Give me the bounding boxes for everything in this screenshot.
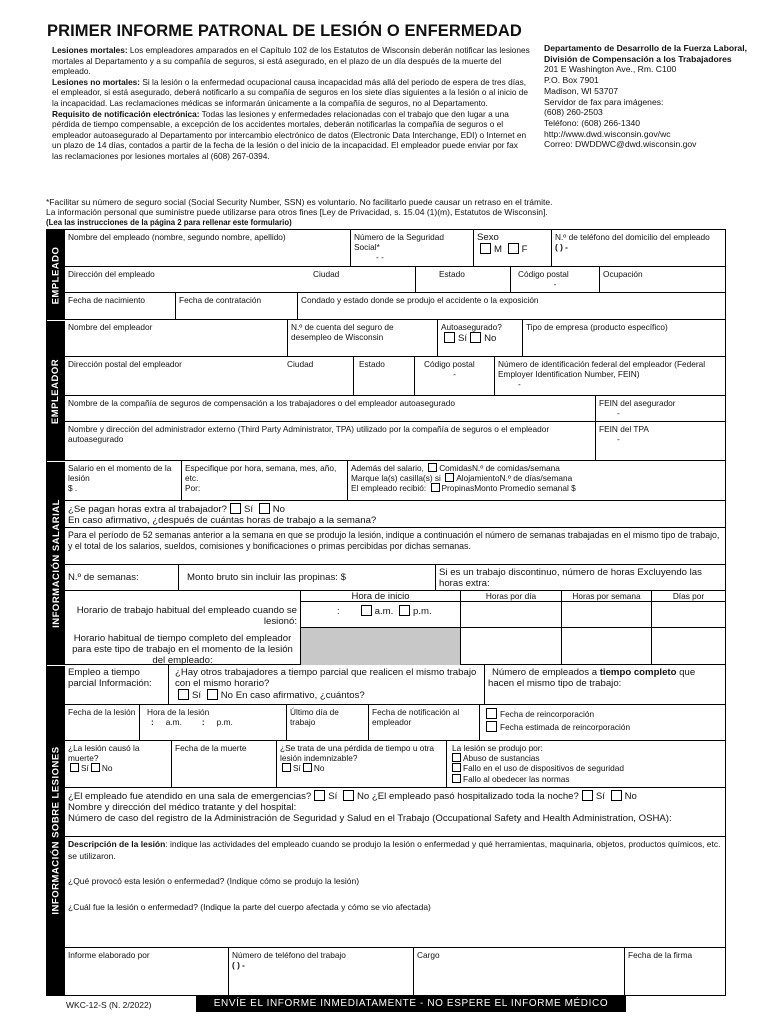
dept-address-3: Madison, WI 53707	[544, 85, 619, 96]
overtime-no-checkbox[interactable]	[259, 503, 270, 514]
section-lesiones: INFORMACIÓN SOBRE LESIONES	[47, 665, 65, 995]
section-salarial: INFORMACIÓN SALARIAL	[47, 461, 65, 665]
dept-phone: Teléfono: (608) 266-1340	[544, 117, 641, 128]
lost-time-yes-checkbox[interactable]	[282, 763, 291, 772]
birth-date-field[interactable]: Fecha de nacimiento	[65, 293, 176, 319]
intro-text	[52, 45, 530, 162]
self-insured-field: Autoasegurado? Sí No	[438, 320, 523, 356]
business-type-field[interactable]: Tipo de empresa (producto específico)	[526, 322, 668, 332]
electronic-text: Todas las lesiones y enfermedades relacionadas con el trabajo que den lugar a una pérdida de tiempo compensable, a excepción de los accidentes mortales, deberán notificarlas la compañía de seguros o el empleador autoasegurado al Departamento por intercambio electrónico de datos (Electronic Data Interchange, EDI) o Internet en un plazo de 14 días, contados a partir de la fecha de la lesión o del inicio de la incapacidad. El empleador puede enviar por fax las reclamaciones por lesiones mortales al (608) 267-0394.	[52, 108, 527, 161]
cause-question: ¿Qué provocó esta lesión o enfermedad? (Indique cómo se produjo la lesión)	[68, 876, 360, 886]
description-instructions: Descripción de la lesión: indique las actividades del empleado cuando se produjo la lesión o enfermedad y qué herramientas, maquinaria, objetos, productos químicos, etc. se utilizaron.	[68, 839, 721, 861]
physician-field[interactable]: Nombre y dirección del médico tratante y del hospital:	[68, 802, 297, 813]
rules-checkbox[interactable]	[452, 774, 461, 783]
start-am-checkbox[interactable]	[361, 605, 372, 616]
death-field: ¿La lesión causó la muerte? Sí No	[65, 741, 172, 787]
start-pm-checkbox[interactable]	[399, 605, 410, 616]
wage-extras: Además del salario, ComidasN.º de comidas/semana Marque la(s) casilla(s) si AlojamientoN.º de días/semana El empleado recibió: PropinasMonto Promedio semanal $	[351, 463, 576, 494]
injury-row-4	[65, 788, 725, 837]
full-time-employees-field[interactable]: Número de empleados a tiempo completo que hacen el mismo tipo de trabajo:	[488, 667, 696, 690]
employee-row-2	[65, 267, 725, 293]
usual-schedule-label: Horario de trabajo habitual del empleado cuando se lesionó:	[76, 605, 297, 628]
notification-date-field[interactable]: Fecha de notificación al empleador	[369, 705, 480, 740]
hospital-yes-checkbox[interactable]	[582, 790, 593, 801]
dept-web[interactable]: http://www.dwd.wisconsin.gov/wc	[544, 128, 671, 139]
lodging-checkbox[interactable]	[445, 473, 454, 482]
employer-row-3	[65, 396, 725, 422]
schedule-table	[65, 591, 725, 665]
sex-f-checkbox[interactable]	[508, 243, 519, 254]
self-insured-no-checkbox[interactable]	[470, 332, 481, 343]
wage-field[interactable]: Salario en el momento de la lesión $ .	[65, 461, 182, 500]
employer-name-field[interactable]: Nombre del empleador	[65, 320, 288, 356]
er-no-checkbox[interactable]	[343, 790, 354, 801]
injury-description[interactable]	[65, 837, 725, 948]
injury-question: ¿Cuál fue la lesión o enfermedad? (Indique la parte del cuerpo afectada y cómo se vio afectada)	[68, 901, 431, 912]
lost-time-no-checkbox[interactable]	[303, 763, 312, 772]
employer-state-field[interactable]: Estado	[354, 357, 415, 395]
injury-time-field[interactable]: Hora de la lesión : a.m. : p.m.	[140, 705, 287, 740]
death-no-checkbox[interactable]	[91, 763, 100, 772]
work-phone-field[interactable]: Número de teléfono del trabajo ( ) -	[229, 948, 414, 995]
lost-time-field: ¿Se trata de una pérdida de tiempo u otra lesión indemnizable? Sí No	[277, 741, 447, 787]
hours-per-week-col[interactable]: Horas por semana	[562, 591, 652, 665]
ssn-field[interactable]: Número de la Seguridad Social* - -	[351, 230, 474, 266]
insurer-name-field[interactable]: Nombre de la compañía de seguros de compensación a los trabajadores o del empleador autoasegurado	[65, 396, 596, 421]
sex-field: Sexo M F	[474, 230, 552, 266]
weeks-field[interactable]: N.º de semanas:	[65, 565, 179, 590]
substance-abuse-checkbox[interactable]	[452, 753, 461, 762]
employee-row-1	[65, 230, 725, 267]
wage-period-field[interactable]: Especifique por hora, semana, mes, año, etc. Por:	[182, 461, 348, 500]
er-yes-checkbox[interactable]	[314, 790, 325, 801]
full-time-schedule-label: Horario habitual de tiempo completo del empleador para este tipo de trabajo en el momento de la lesión del empleado:	[72, 633, 293, 664]
dept-fax: (608) 260-2503	[544, 107, 603, 118]
department-info	[544, 43, 756, 150]
last-work-day-field[interactable]: Último día de trabajo	[287, 705, 369, 740]
osha-field[interactable]: Número de caso del registro de la Administración de Seguridad y Salud en el Trabajo (Occupational Safety and Health Administration, OSHA):	[68, 813, 672, 824]
fatal-label: Lesiones mortales:	[52, 45, 128, 55]
employee-row-3	[65, 293, 725, 320]
section-empleado: EMPLEADO	[47, 230, 65, 320]
prepared-by-field[interactable]: Informe elaborado por	[65, 948, 229, 995]
ui-account-field[interactable]: N.º de cuenta del seguro de desempleo de Wisconsin	[288, 320, 438, 356]
employee-address-field[interactable]: Dirección del empleado Ciudad	[65, 267, 416, 292]
electronic-label: Requisito de notificación electrónica:	[52, 108, 200, 119]
injury-row-1	[65, 665, 725, 705]
hours-per-day-col[interactable]: Horas por día	[461, 591, 562, 665]
cause-field: La lesión se produjo por: Abuso de sustancias Fallo en el uso de dispositivos de seguridad Fallo al obedecer las normas	[452, 743, 624, 784]
dept-address-2: P.O. Box 7901	[544, 75, 599, 86]
gross-amount-field[interactable]: Monto bruto sin incluir las propinas: $	[179, 565, 436, 590]
employee-zip-field[interactable]: Código postal -	[511, 267, 600, 292]
wage-row-4	[65, 565, 725, 591]
employee-state-field[interactable]: Estado	[416, 267, 511, 292]
others-yes-checkbox[interactable]	[178, 689, 189, 700]
note-privacy: La información personal que suministre puede utilizarse para otros fines [Ley de Privacidad, s. 15.04 (1)(m), Estatutos de Wisconsin].	[46, 207, 548, 218]
overtime-field: ¿Se pagan horas extra al trabajador? Sí No En caso afirmativo, ¿después de cuántas horas de trabajo a la semana?	[68, 504, 377, 527]
schedule-labels	[65, 591, 301, 664]
signature-row	[65, 948, 725, 995]
note-instructions: (Lea las instrucciones de la página 2 para rellenar este formulario)	[46, 217, 292, 227]
injury-row-2	[65, 705, 725, 741]
dept-fax-label: Servidor de fax para imágenes:	[544, 96, 664, 107]
employer-zip-field[interactable]: Código postal -	[415, 357, 495, 395]
tips-checkbox[interactable]	[431, 483, 440, 492]
wage-row-2	[65, 501, 725, 528]
part-time-others-field: ¿Hay otros trabajadores a tiempo parcial que realicen el mismo trabajo con el mismo horario? Sí No En caso afirmativo, ¿cuántos?	[169, 665, 485, 704]
discontinuous-field[interactable]: Si es un trabajo discontinuo, número de horas Excluyendo las horas extra:	[439, 567, 702, 590]
nonfatal-text: Si la lesión o la enfermedad ocupacional causa incapacidad más allá del periodo de espera de tres días, el empleador, si está asegurado, deberá notificarlo a su compañía de seguros en los siete días siguientes a la lesión o al inicio de la incapacidad. Las reclamaciones médicas se informarán únicamente a la compañía de seguros, no al Departamento.	[52, 76, 528, 108]
report-form	[46, 229, 726, 996]
self-insured-yes-checkbox[interactable]	[444, 332, 455, 343]
insurer-fein-field[interactable]: FEIN del asegurador -	[599, 398, 676, 419]
employer-row-1	[65, 320, 725, 357]
submit-banner: ENVÍE EL INFORME INMEDIATAMENTE - NO ESPERE EL INFORME MÉDICO	[196, 996, 626, 1012]
injury-row-3	[65, 741, 725, 788]
safety-device-checkbox[interactable]	[452, 763, 461, 772]
wage-row-1	[65, 461, 725, 501]
page-title: PRIMER INFORME PATRONAL DE LESIÓN O ENFERMEDAD	[47, 22, 522, 40]
shaded-cell	[301, 628, 461, 665]
section-empleador: EMPLEADOR	[47, 320, 65, 461]
nonfatal-label: Lesiones no mortales:	[52, 76, 141, 87]
dept-name: Departamento de Desarrollo de la Fuerza Laboral, División de Compensación a los Trabajadores	[544, 43, 747, 64]
title-field[interactable]: Cargo	[414, 948, 625, 995]
form-id: WKC-12-S (N. 2/2022)	[66, 1000, 152, 1010]
hire-date-field[interactable]: Fecha de contratación	[176, 293, 298, 319]
fein-field[interactable]: Número de identificación federal del empleador (Federal Employer Identification Number, FEIN) -	[498, 359, 706, 390]
accident-county-field[interactable]: Condado y estado donde se produjo el accidente o la exposición	[301, 295, 539, 305]
employee-occupation-field[interactable]: Ocupación	[603, 269, 643, 279]
wage-row-3	[65, 528, 725, 565]
return-date-checkbox[interactable]	[486, 708, 497, 719]
employer-row-2	[65, 357, 725, 396]
employee-phone-field[interactable]: N.º de teléfono del domicilio del empleado ( ) -	[555, 232, 710, 253]
death-yes-checkbox[interactable]	[70, 763, 79, 772]
days-per-col[interactable]: Días por	[652, 591, 725, 665]
estimated-return-checkbox[interactable]	[486, 721, 497, 732]
prior-period-text: Para el período de 52 semanas anterior a la semana en que se produjo la lesión, indique a continuación el número de semanas trabajadas en el mismo tipo de trabajo, y el total de los salarios, sueldos, comisiones y bonificaciones o primas percibidas por dichas semanas.	[68, 530, 720, 551]
privacy-note	[46, 197, 746, 228]
employee-name-field[interactable]: Nombre del empleado (nombre, segundo nombre, apellido)	[65, 230, 351, 266]
death-date-field[interactable]: Fecha de la muerte	[172, 741, 277, 787]
injury-date-field[interactable]: Fecha de la lesión	[65, 705, 140, 740]
tpa-field[interactable]: Nombre y dirección del administrador externo (Third Party Administrator, TPA) utilizado por la compañía de seguros o el empleador autoasegurado	[65, 422, 596, 460]
others-no-checkbox[interactable]	[207, 689, 218, 700]
medical-info: ¿El empleado fue atendido en una sala de emergencias? Sí No ¿El empleado pasó hospitalizado toda la noche? Sí No Nombre y dirección del médico tratante y del hospital: Número de caso del registro de la Administración de Seguridad y Salud en el Trabajo (Occupational Safety and Health Administration, OSHA):	[65, 788, 725, 836]
start-time-header: Hora de inicio	[301, 591, 461, 602]
start-time-field[interactable]: : a.m. p.m.	[301, 602, 461, 628]
hospital-no-checkbox[interactable]	[611, 790, 622, 801]
employer-row-4	[65, 422, 725, 461]
signature-date-field[interactable]: Fecha de la firma	[628, 950, 693, 960]
employer-address-field[interactable]: Dirección postal del empleador Ciudad	[65, 357, 354, 395]
return-dates: Fecha de reincorporación Fecha estimada de reincorporación	[480, 705, 725, 740]
dept-address-1: 201 E Washington Ave., Rm. C100	[544, 64, 677, 75]
sex-m-checkbox[interactable]	[480, 243, 491, 254]
tpa-fein-field[interactable]: FEIN del TPA -	[599, 424, 649, 445]
dept-email[interactable]: Correo: DWDDWC@dwd.wisconsin.gov	[544, 139, 697, 150]
overtime-yes-checkbox[interactable]	[230, 503, 241, 514]
fatal-text: Los empleadores amparados en el Capítulo 102 de los Estatutos de Wisconsin deberán notificar las lesiones mortales al Departamento y a su compañía de seguros, si está asegurado, en el plazo de un día después de la muerte del empleado.	[52, 45, 530, 77]
meals-checkbox[interactable]	[428, 463, 437, 472]
note-ssn: *Facilitar su número de seguro social (Social Security Number, SSN) es voluntario. No facilitarlo puede causar un retraso en el trámite.	[46, 197, 553, 207]
part-time-field: Empleo a tiempo parcial Información:	[65, 665, 169, 704]
